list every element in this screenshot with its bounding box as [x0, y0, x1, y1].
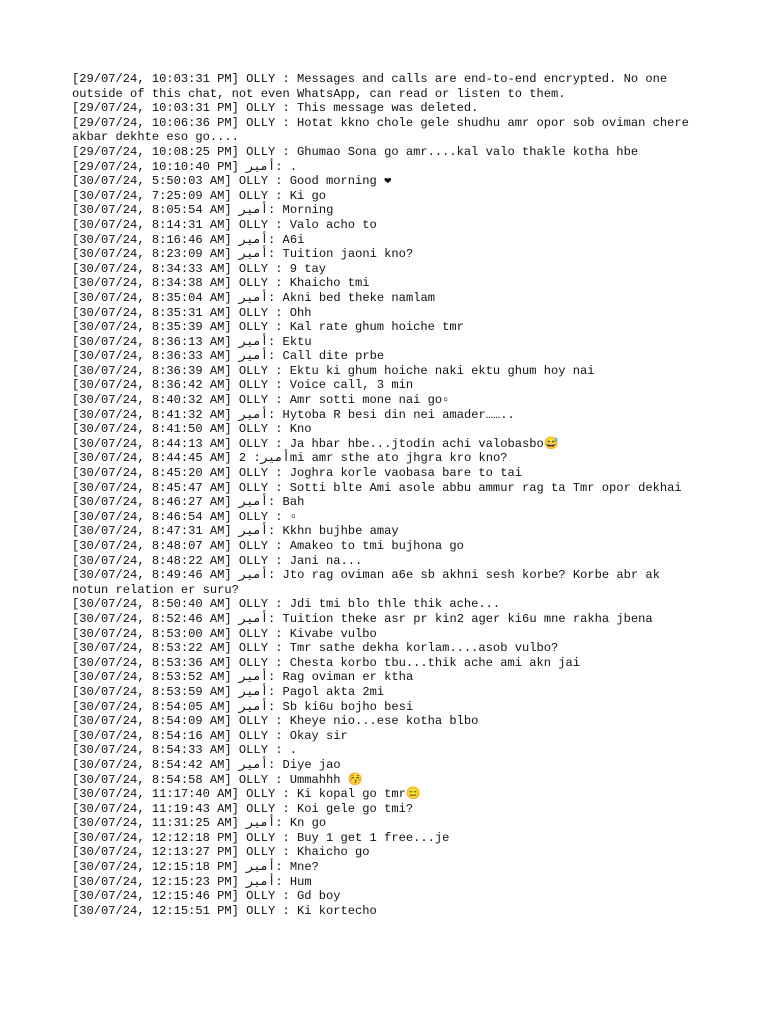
chat-line: [30/07/24, 8:54:42 AM] أمير: Diye jao: [72, 757, 341, 772]
chat-line: [30/07/24, 11:17:40 AM] OLLY : Ki kopal go tmr😑: [72, 787, 421, 802]
chat-line: [30/07/24, 8:52:46 AM] أمير: Tuition theke asr pr kin2 ager ki6u mne rakha jbena: [72, 611, 653, 626]
chat-line: [30/07/24, 12:12:18 PM] OLLY : Buy 1 get 1 free...je: [72, 830, 450, 845]
chat-line: [30/07/24, 8:40:32 AM] OLLY : Amr sotti mone nai go▫: [72, 393, 450, 408]
chat-line: [30/07/24, 8:54:09 AM] OLLY : Kheye nio...ese kotha blbo: [72, 714, 479, 729]
chat-line: [29/07/24, 10:10:40 PM] أمير: .: [72, 159, 298, 174]
chat-line: [30/07/24, 8:50:40 AM] OLLY : Jdi tmi blo thle thik ache...: [72, 597, 501, 612]
chat-log-document: [72, 72, 696, 918]
chat-line: [30/07/24, 12:13:27 PM] OLLY : Khaicho go: [72, 845, 370, 860]
chat-line: [30/07/24, 8:48:07 AM] OLLY : Amakeo to tmi bujhona go: [72, 539, 464, 553]
chat-line: [30/07/24, 12:15:23 PM] أمير: Hum: [72, 874, 312, 889]
chat-line: [30/07/24, 8:23:09 AM] أمير: Tuition jaoni kno?: [72, 247, 414, 262]
chat-line: [30/07/24, 8:35:31 AM] OLLY : Ohh: [72, 305, 312, 320]
chat-line: [30/07/24, 8:35:39 AM] OLLY : Kal rate ghum hoiche tmr: [72, 320, 464, 335]
chat-line: [30/07/24, 8:49:46 AM] أمير: Jto rag oviman a6e sb akhni sesh korbe? Korbe abr ak notun relation er suru?: [72, 568, 668, 597]
chat-line: [30/07/24, 8:47:31 AM] أمير: Kkhn bujhbe amay: [72, 524, 399, 539]
chat-line: [30/07/24, 8:46:54 AM] OLLY : ▫: [72, 509, 297, 524]
chat-line: [30/07/24, 8:41:50 AM] OLLY : Kno: [72, 422, 312, 437]
chat-line: [30/07/24, 8:14:31 AM] OLLY : Valo acho to: [72, 217, 377, 232]
chat-line: [30/07/24, 8:36:42 AM] OLLY : Voice call, 3 min: [72, 378, 414, 393]
chat-line: [30/07/24, 8:45:47 AM] OLLY : Sotti blte Ami asole abbu ammur rag ta Tmr opor dekhai: [72, 480, 682, 495]
chat-line: [30/07/24, 8:36:39 AM] OLLY : Ektu ki ghum hoiche naki ektu ghum hoy nai: [72, 363, 595, 378]
chat-line: [30/07/24, 8:48:22 AM] OLLY : Jani na...: [72, 553, 363, 568]
chat-line: [30/07/24, 8:05:54 AM] أمير: Morning: [72, 203, 334, 218]
chat-line: [30/07/24, 11:19:43 AM] OLLY : Koi gele go tmi?: [72, 801, 414, 816]
chat-line: [29/07/24, 10:08:25 PM] OLLY : Ghumao Sona go amr....kal valo thakle kotha hbe: [72, 144, 639, 159]
chat-line: [30/07/24, 12:15:51 PM] OLLY : Ki kortecho: [72, 903, 377, 918]
chat-line: [30/07/24, 8:54:33 AM] OLLY : .: [72, 743, 297, 758]
chat-line: [29/07/24, 10:03:31 PM] OLLY : Messages and calls are end-to-end encrypted. No one outside of this chat, not even WhatsApp, can read or listen to them.: [72, 72, 675, 101]
chat-line: [30/07/24, 11:31:25 AM] أمير: Kn go: [72, 816, 327, 831]
chat-line: [30/07/24, 8:36:13 AM] أمير: Ektu: [72, 334, 312, 349]
chat-line: [30/07/24, 7:25:09 AM] OLLY : Ki go: [72, 188, 327, 203]
chat-line: [30/07/24, 12:15:18 PM] أمير: Mne?: [72, 860, 319, 875]
chat-line: [29/07/24, 10:03:31 PM] OLLY : This message was deleted.: [72, 101, 479, 116]
chat-line: [30/07/24, 8:36:33 AM] أمير: Call dite prbe: [72, 349, 385, 364]
chat-line: [30/07/24, 5:50:03 AM] OLLY : Good morning ❤: [72, 174, 392, 189]
chat-line: [30/07/24, 8:54:16 AM] OLLY : Okay sir: [72, 728, 348, 743]
chat-line: [29/07/24, 10:06:36 PM] OLLY : Hotat kkno chole gele shudhu amr opor sob oviman chere akbar dekhte eso go....: [72, 115, 697, 145]
chat-line: [30/07/24, 8:53:52 AM] أمير: Rag oviman er ktha: [72, 670, 414, 685]
chat-line: [30/07/24, 8:45:20 AM] OLLY : Joghra korle vaobasa bare to tai: [72, 466, 522, 481]
chat-line: [30/07/24, 8:46:27 AM] أمير: Bah: [72, 495, 305, 510]
chat-line: [30/07/24, 12:15:46 PM] OLLY : Gd boy: [72, 889, 341, 904]
chat-line: [30/07/24, 8:35:04 AM] أمير: Akni bed theke namlam: [72, 290, 435, 305]
chat-line: [30/07/24, 8:44:45 AM] أمير: 2mi amr sthe ato jhgra kro kno?: [72, 451, 508, 466]
chat-line: [30/07/24, 8:34:38 AM] OLLY : Khaicho tmi: [72, 276, 370, 291]
chat-line: [30/07/24, 8:34:33 AM] OLLY : 9 tay: [72, 261, 327, 276]
chat-line: [30/07/24, 8:44:13 AM] OLLY : Ja hbar hbe...jtodin achi valobasbo😅: [72, 436, 559, 451]
chat-line: [30/07/24, 8:53:36 AM] OLLY : Chesta korbo tbu...thik ache ami akn jai: [72, 655, 581, 670]
chat-line: [30/07/24, 8:41:32 AM] أمير: Hytoba R besi din nei amader……..: [72, 407, 515, 422]
chat-line: [30/07/24, 8:53:00 AM] OLLY : Kivabe vulbo: [72, 626, 377, 641]
chat-line: [30/07/24, 8:54:58 AM] OLLY : Ummahhh 😚: [72, 772, 363, 787]
chat-line: [30/07/24, 8:53:22 AM] OLLY : Tmr sathe dekha korlam....asob vulbo?: [72, 641, 559, 656]
chat-line: [30/07/24, 8:53:59 AM] أمير: Pagol akta 2mi: [72, 684, 385, 699]
chat-line: [30/07/24, 8:54:05 AM] أمير: Sb ki6u bojho besi: [72, 699, 414, 714]
chat-line: [30/07/24, 8:16:46 AM] أمير: A6i: [72, 232, 305, 247]
